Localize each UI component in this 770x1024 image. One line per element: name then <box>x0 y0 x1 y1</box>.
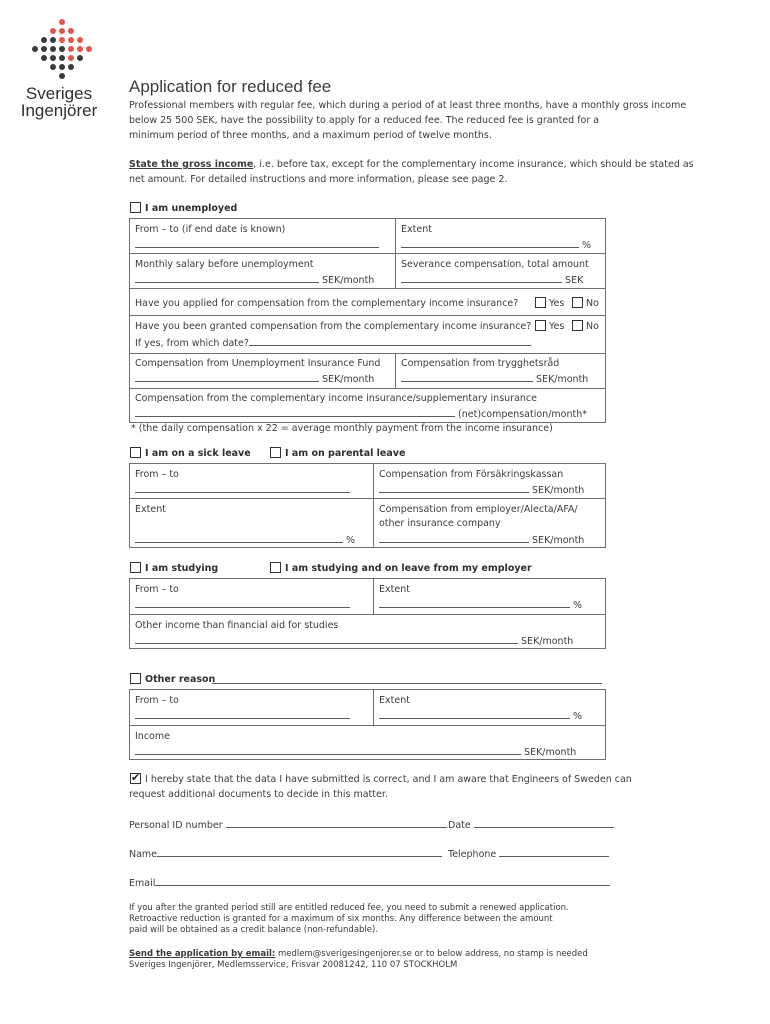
studying-label: I am studying <box>145 563 219 574</box>
other-from-to-label: From – to <box>135 695 179 706</box>
unemployed-extent-percent: % <box>582 240 592 251</box>
fund-label: Compensation from Unemployment Insurance Fund <box>135 358 381 369</box>
logo-text-line2: Ingenjörer <box>20 101 98 120</box>
logo-dot <box>68 64 74 70</box>
studying-divider <box>373 578 374 614</box>
logo-dot <box>32 46 38 52</box>
logo-dot <box>50 37 56 43</box>
studying-row-line <box>129 614 606 615</box>
income-label: Income <box>135 731 170 742</box>
applied-yes-label: Yes <box>549 298 565 309</box>
logo-dot <box>59 55 65 61</box>
unemployed-row-line-3 <box>129 315 606 316</box>
send-address: Sveriges Ingenjörer, Medlemsservice, Frisvar 20081242, 110 07 STOCKHOLM <box>129 960 458 970</box>
fk-field[interactable] <box>379 483 584 496</box>
unemployed-from-to-label: From – to (if end date is known) <box>135 224 286 235</box>
name-label: Name <box>129 849 158 860</box>
note-line-3: paid will be obtained as a credit balance (non-refundable). <box>129 925 379 935</box>
fk-label: Compensation from Försäkringskassan <box>379 469 564 480</box>
unemployed-row-line-4 <box>129 353 606 354</box>
gross-income-line-1 <box>129 158 694 173</box>
sick-extent-percent: % <box>346 535 356 546</box>
date-label: Date <box>448 820 471 831</box>
sick-leave-checkbox[interactable] <box>130 447 141 458</box>
studying-extent-label: Extent <box>379 584 410 595</box>
trygg-label: Compensation from trygghetsråd <box>401 358 560 369</box>
send-rest: medlem@sverigesingenjorer.se or to below address, no stamp is needed <box>275 949 588 959</box>
applied-question: Have you applied for compensation from the complementary income insurance? <box>135 298 519 309</box>
telephone-label: Telephone <box>448 849 497 860</box>
income-unit: SEK/month <box>524 747 577 758</box>
other-row-line <box>129 725 606 726</box>
unemployed-label: I am unemployed <box>145 203 238 214</box>
gross-income-line-2: net amount. For detailed instructions and more information, please see page 2. <box>129 174 508 185</box>
complementary-unit: (net)compensation/month* <box>458 409 587 420</box>
logo-dot <box>59 46 65 52</box>
granted-yes-checkbox[interactable] <box>535 320 546 331</box>
other-reason-checkbox[interactable] <box>130 673 141 684</box>
declaration-line-1: I hereby state that the data I have submitted is correct, and I am aware that Engineers of Sweden can <box>145 774 632 785</box>
other-income-unit: SEK/month <box>521 636 574 647</box>
logo-dot <box>50 46 56 52</box>
logo-dot <box>59 28 65 34</box>
email-field[interactable] <box>129 876 610 889</box>
footnote: * (the daily compensation x 22 = average monthly payment from the income insurance) <box>131 423 553 434</box>
studying-extent-percent: % <box>573 600 583 611</box>
date-field[interactable] <box>448 818 614 831</box>
logo-dot <box>68 37 74 43</box>
employer-unit: SEK/month <box>532 535 585 546</box>
other-income-label: Other income than financial aid for studies <box>135 620 339 631</box>
unemployed-row-line-5 <box>129 388 606 389</box>
email-label: Email <box>129 878 156 889</box>
trygg-field[interactable] <box>401 372 588 385</box>
trygg-unit: SEK/month <box>536 374 589 385</box>
sick-from-to-label: From – to <box>135 469 179 480</box>
page-title: Application for reduced fee <box>129 77 332 96</box>
declaration-line-2: request additional documents to decide in this matter. <box>129 789 388 800</box>
telephone-field[interactable] <box>448 847 609 860</box>
intro-line-3: minimum period of three months, and a maximum period of twelve months. <box>129 130 492 141</box>
studying-checkbox[interactable] <box>130 562 141 573</box>
severance-unit: SEK <box>565 275 584 286</box>
parental-leave-label: I am on parental leave <box>285 448 406 459</box>
personal-id-field[interactable] <box>129 818 447 831</box>
sick-row-line <box>129 498 606 499</box>
granted-no-label: No <box>586 321 599 332</box>
personal-id-label: Personal ID number <box>129 820 223 831</box>
other-reason-label: Other reason <box>145 674 216 685</box>
logo-dot <box>68 55 74 61</box>
applied-no-checkbox[interactable] <box>572 297 583 308</box>
severance-field[interactable] <box>401 273 583 286</box>
logo-dot <box>41 55 47 61</box>
employer-label-1: Compensation from employer/Alecta/AFA/ <box>379 504 578 515</box>
unemployed-from-to-field[interactable] <box>135 238 379 251</box>
severance-label: Severance compensation, total amount <box>401 259 589 270</box>
monthly-salary-field[interactable] <box>135 273 374 286</box>
other-from-to-field[interactable] <box>135 709 350 722</box>
logo-dot <box>59 19 65 25</box>
studying-from-to-label: From – to <box>135 584 179 595</box>
other-extent-label: Extent <box>379 695 410 706</box>
if-yes-label: If yes, from which date? <box>135 338 249 349</box>
granted-no-checkbox[interactable] <box>572 320 583 331</box>
unemployed-row-line-2 <box>129 288 606 289</box>
other-income-field[interactable] <box>135 634 573 647</box>
logo-dot <box>77 37 83 43</box>
parental-leave-checkbox[interactable] <box>270 447 281 458</box>
studying-from-to-field[interactable] <box>135 598 350 611</box>
send-bold: Send the application by email: <box>129 949 276 959</box>
logo-dot <box>68 46 74 52</box>
employer-label-2: other insurance company <box>379 518 501 529</box>
income-field[interactable] <box>135 745 576 758</box>
fk-unit: SEK/month <box>532 485 585 496</box>
if-yes-date-field[interactable] <box>135 336 531 349</box>
unemployed-divider-2 <box>395 353 396 388</box>
fund-unit: SEK/month <box>322 374 375 385</box>
logo-dot <box>77 55 83 61</box>
intro-line-2: below 25 500 SEK, have the possibility to apply for a reduced fee. The reduced fee is granted for a <box>129 115 600 126</box>
sick-extent-label: Extent <box>135 504 166 515</box>
note-line-1: If you after the granted period still are entitled reduced fee, you need to submit a renewed application. <box>129 903 569 913</box>
unemployed-row-line-1 <box>129 253 606 254</box>
employer-field[interactable] <box>379 533 584 546</box>
logo-dot <box>68 28 74 34</box>
monthly-salary-label: Monthly salary before unemployment <box>135 259 314 270</box>
logo-dot <box>59 64 65 70</box>
granted-question: Have you been granted compensation from the complementary income insurance? <box>135 321 532 332</box>
complementary-field[interactable] <box>135 407 587 420</box>
gross-income-bold: State the gross income <box>129 159 254 170</box>
sick-divider <box>373 463 374 548</box>
unemployed-extent-field[interactable] <box>401 238 591 251</box>
logo-dot <box>50 55 56 61</box>
applied-yes-checkbox[interactable] <box>535 297 546 308</box>
logo-dots-icon <box>26 18 96 80</box>
gross-income-rest: , i.e. before tax, except for the complementary income insurance, which should be stated as <box>253 159 694 170</box>
studying-extent-field[interactable] <box>379 598 582 611</box>
logo-dot <box>41 37 47 43</box>
name-field[interactable] <box>129 847 442 860</box>
complementary-label: Compensation from the complementary income insurance/supplementary insurance <box>135 393 537 404</box>
studying-leave-label: I am studying and on leave from my employer <box>285 563 532 574</box>
other-extent-field[interactable] <box>379 709 582 722</box>
logo-text-line1: Sveriges <box>25 84 93 103</box>
intro-line-1: Professional members with regular fee, which during a period of at least three months, have a monthly gross income <box>129 100 687 111</box>
applied-no-label: No <box>586 298 599 309</box>
sick-from-to-field[interactable] <box>135 483 350 496</box>
fund-field[interactable] <box>135 372 374 385</box>
other-reason-field[interactable] <box>212 674 602 687</box>
note-line-2: Retroactive reduction is granted for a maximum of six months. Any difference between the amount <box>129 914 553 924</box>
monthly-salary-unit: SEK/month <box>322 275 375 286</box>
granted-yes-label: Yes <box>549 321 565 332</box>
logo-dot <box>77 46 83 52</box>
logo-dot <box>50 64 56 70</box>
logo-dot <box>59 73 65 79</box>
studying-leave-checkbox[interactable] <box>270 562 281 573</box>
unemployed-extent-label: Extent <box>401 224 432 235</box>
logo-dot <box>86 46 92 52</box>
sick-extent-field[interactable] <box>135 533 355 546</box>
other-extent-percent: % <box>573 711 583 722</box>
unemployed-checkbox[interactable] <box>130 202 141 213</box>
sick-leave-label: I am on a sick leave <box>145 448 251 459</box>
declaration-checkbox[interactable] <box>130 773 141 784</box>
logo-dot <box>59 37 65 43</box>
logo-dot <box>41 46 47 52</box>
logo-dot <box>50 28 56 34</box>
other-divider <box>373 689 374 725</box>
